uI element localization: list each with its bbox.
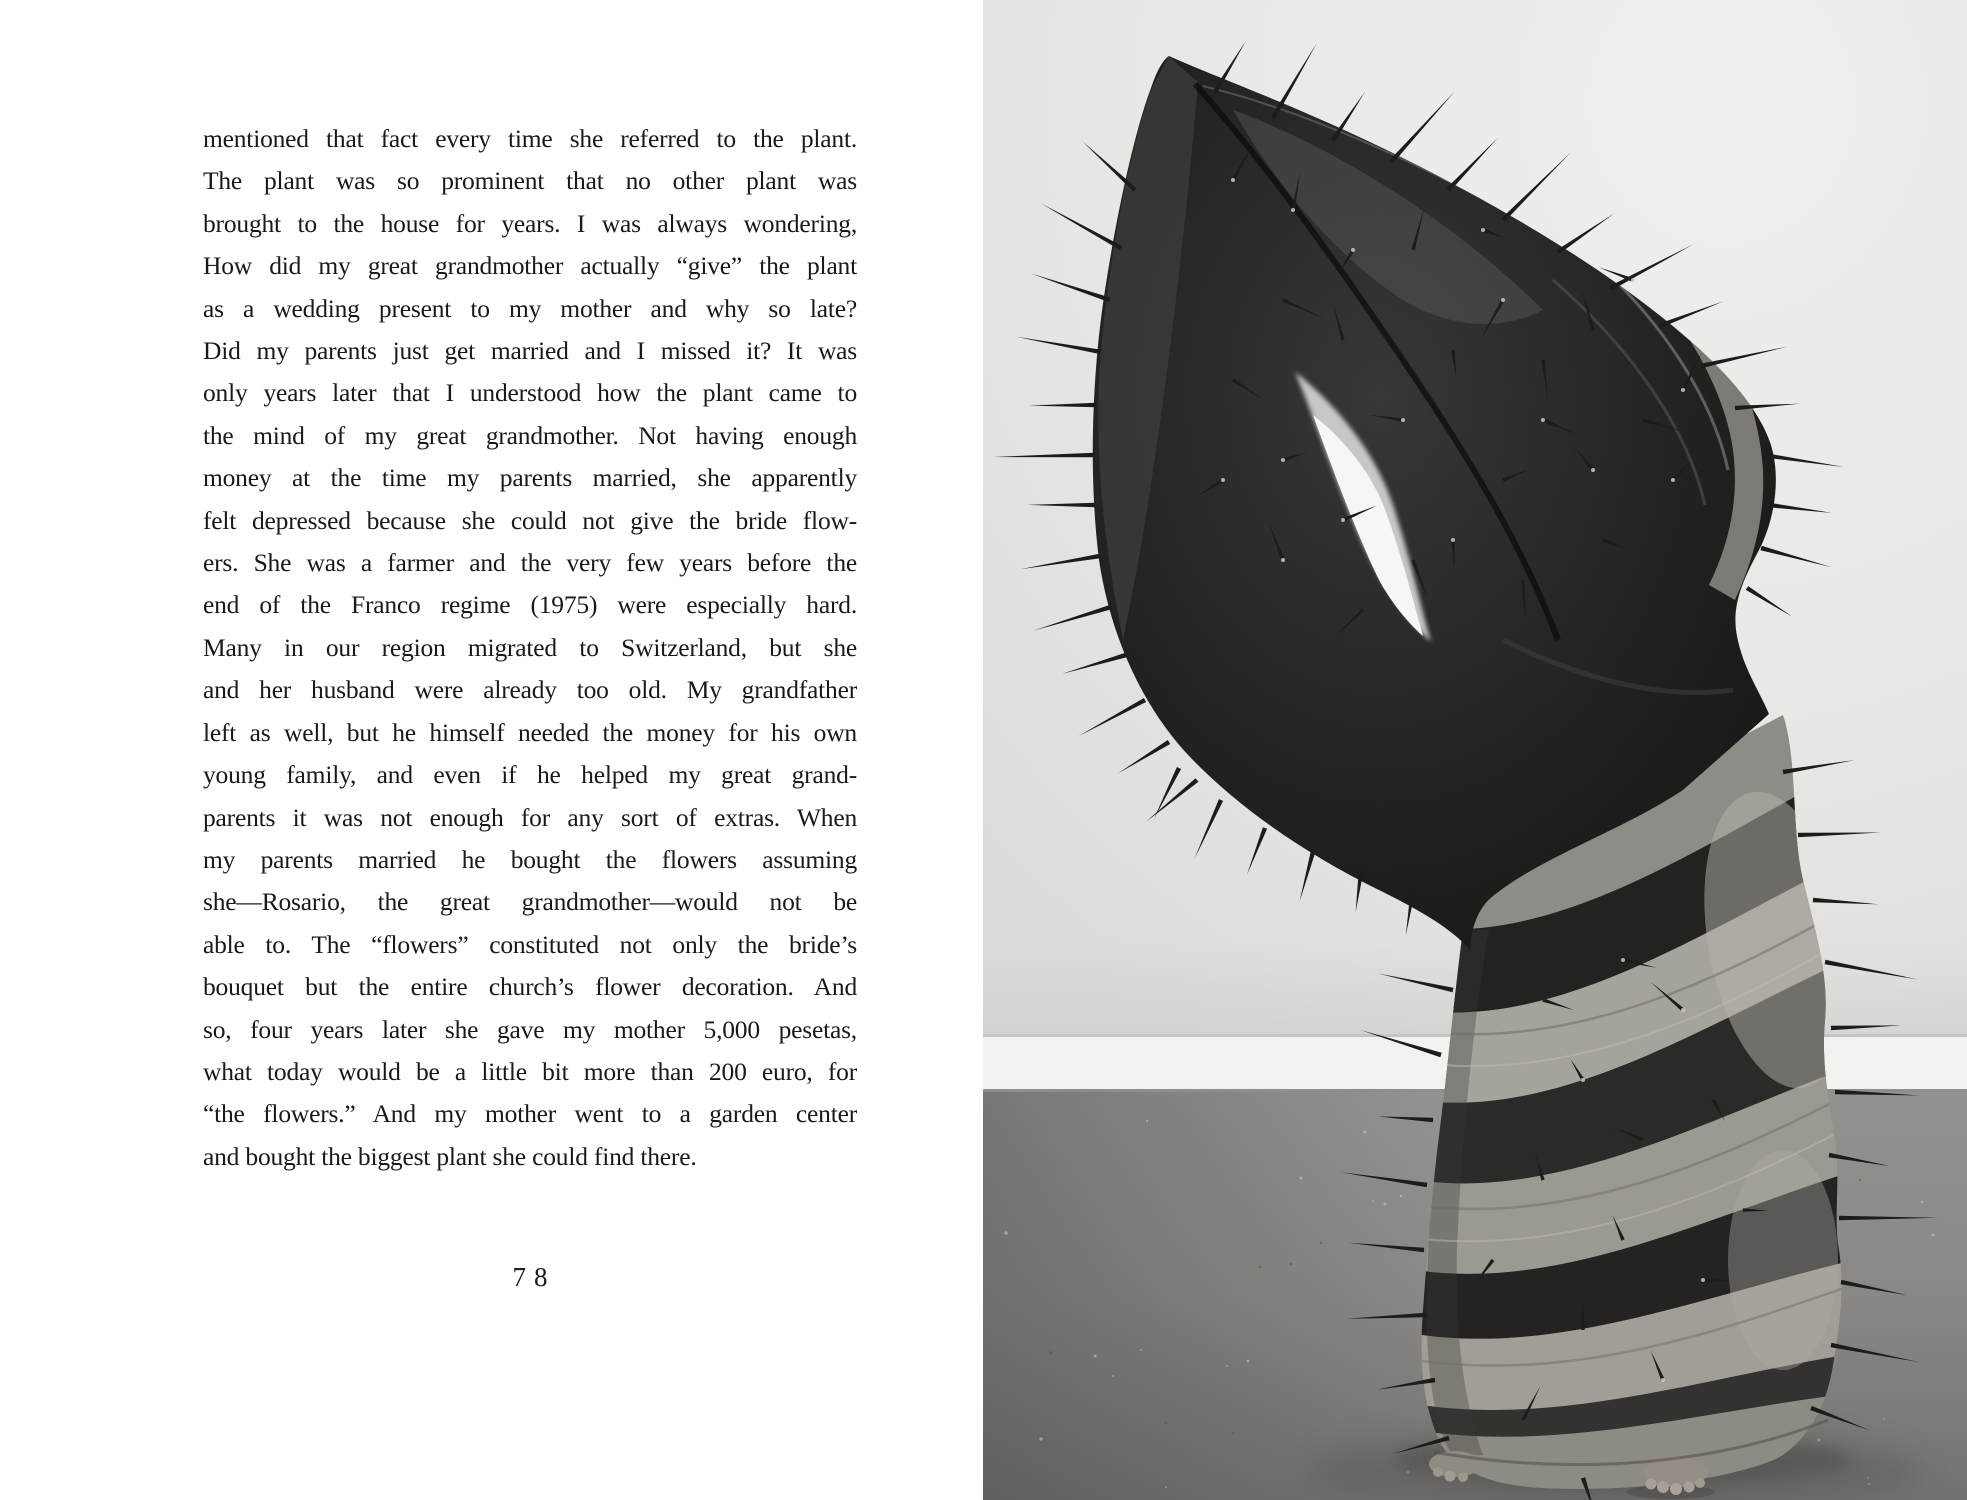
text-line: brought to the house for years. I was always wondering, bbox=[203, 208, 857, 238]
text-line: Many in our region migrated to Switzerland, but she bbox=[203, 632, 857, 662]
text-line: The plant was so prominent that no other plant was bbox=[203, 166, 857, 196]
text-line: end of the Franco regime (1975) were especially hard. bbox=[203, 590, 857, 620]
text-line: what today would be a little bit more than 200 euro, for bbox=[203, 1056, 857, 1086]
text-line: mentioned that fact every time she referred to the plant. bbox=[203, 124, 857, 153]
artwork-photo bbox=[983, 0, 1967, 1500]
text-line: Did my parents just get married and I missed it? It was bbox=[203, 336, 857, 366]
text-line: young family, and even if he helped my great grand- bbox=[203, 760, 857, 790]
text-line: and bought the biggest plant she could find there. bbox=[203, 1141, 697, 1171]
text-block bbox=[203, 118, 857, 1178]
text-line: ers. She was a farmer and the very few years before the bbox=[203, 548, 857, 578]
text-line: the mind of my great grandmother. Not having enough bbox=[203, 420, 857, 450]
text-line: How did my great grandmother actually “give” the plant bbox=[203, 251, 857, 281]
text-line: and her husband were already too old. My grandfather bbox=[203, 675, 857, 705]
text-line: parents it was not enough for any sort of extras. When bbox=[203, 802, 857, 832]
page-number: 78 bbox=[512, 1262, 556, 1292]
text-line: she—Rosario, the great grandmother—would not be bbox=[203, 887, 857, 917]
text-line: bouquet but the entire church’s flower decoration. And bbox=[203, 972, 857, 1002]
text-line: my parents married he bought the flowers assuming bbox=[203, 844, 857, 874]
text-line: felt depressed because she could not give the bride flow- bbox=[203, 505, 857, 535]
text-line: only years later that I understood how the plant came to bbox=[203, 378, 857, 408]
text-line: so, four years later she gave my mother 5,000 pesetas, bbox=[203, 1014, 857, 1044]
text-line: “the flowers.” And my mother went to a garden center bbox=[203, 1099, 857, 1129]
text-line: able to. The “flowers” constituted not only the bride’s bbox=[203, 929, 857, 959]
text-line: money at the time my parents married, she apparently bbox=[203, 463, 857, 493]
text-line: left as well, but he himself needed the money for his own bbox=[203, 717, 857, 747]
text-line: as a wedding present to my mother and why so late? bbox=[203, 293, 857, 323]
